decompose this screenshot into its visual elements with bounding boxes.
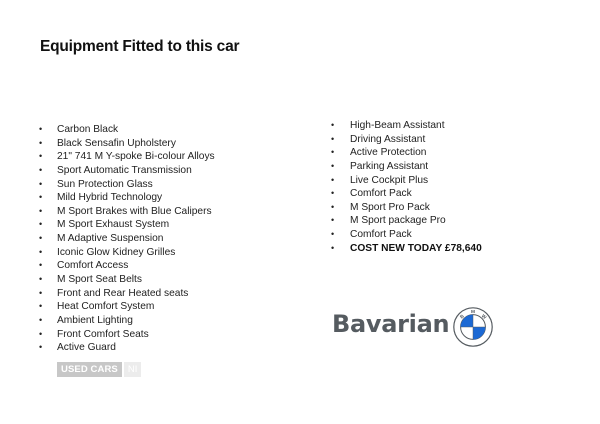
equipment-left-item — [39, 259, 289, 273]
equipment-left-item — [39, 191, 289, 205]
equipment-right-item-label: Live Cockpit Plus — [350, 174, 429, 186]
equipment-right-item — [331, 174, 571, 188]
equipment-left-item-label: Sport Automatic Transmission — [57, 164, 192, 176]
bullet-icon: • — [39, 151, 43, 162]
equipment-left-item — [39, 246, 289, 260]
equipment-left-item-label: Front and Rear Heated seats — [57, 287, 189, 299]
bullet-icon: • — [39, 219, 43, 230]
equipment-left-item-label: Front Comfort Seats — [57, 328, 149, 340]
equipment-right-item-label: Active Protection — [350, 147, 427, 159]
bullet-icon: • — [39, 260, 43, 271]
equipment-left-item-label: M Adaptive Suspension — [57, 233, 164, 245]
bullet-icon: • — [331, 188, 335, 199]
used-cars-badge — [57, 362, 141, 377]
bullet-icon: • — [39, 205, 43, 216]
logo-letter-w: W — [479, 314, 487, 321]
equipment-right-item — [331, 146, 571, 160]
equipment-right-item-label: Comfort Pack — [350, 188, 412, 200]
price-line — [331, 242, 571, 256]
logo-letter-m: M — [471, 310, 475, 315]
equipment-left-item-label: Sun Protection Glass — [57, 178, 153, 190]
price-line-label: COST NEW TODAY £78,640 — [350, 242, 482, 254]
equipment-left-item — [39, 273, 289, 287]
equipment-left-item-label: Heat Comfort System — [57, 301, 155, 313]
equipment-right-item — [331, 187, 571, 201]
bullet-icon: • — [39, 178, 43, 189]
bullet-icon: • — [331, 215, 335, 226]
equipment-left-item — [39, 287, 289, 301]
equipment-list-right — [331, 119, 571, 255]
equipment-right-item — [331, 214, 571, 228]
equipment-left-item — [39, 328, 289, 342]
bullet-icon: • — [39, 164, 43, 175]
equipment-left-item-label: Comfort Access — [57, 260, 129, 272]
equipment-right-item-label: Comfort Pack — [350, 229, 412, 241]
bullet-icon: • — [331, 160, 335, 171]
bullet-icon: • — [39, 137, 43, 148]
equipment-left-item-label: M Sport Brakes with Blue Calipers — [57, 205, 212, 217]
equipment-left-item-label: Ambient Lighting — [57, 314, 133, 326]
bullet-icon: • — [331, 174, 335, 185]
equipment-right-item — [331, 119, 571, 133]
equipment-left-item — [39, 341, 289, 355]
dealer-brand-name: Bavarian — [332, 310, 450, 338]
bullet-icon: • — [39, 328, 43, 339]
bullet-icon: • — [331, 120, 335, 130]
equipment-right-item — [331, 228, 571, 242]
equipment-left-item-label: Carbon Black — [57, 124, 119, 135]
equipment-left-item — [39, 164, 289, 178]
equipment-left-item-label: Mild Hybrid Technology — [57, 192, 163, 204]
bullet-icon: • — [39, 246, 43, 257]
page-title: Equipment Fitted to this car — [40, 38, 240, 55]
equipment-right-item-label: M Sport package Pro — [350, 215, 446, 227]
equipment-left-item — [39, 218, 289, 232]
equipment-right-item-label: M Sport Pro Pack — [350, 201, 430, 213]
equipment-left-item-label: M Sport Seat Belts — [57, 274, 142, 286]
equipment-left-item — [39, 300, 289, 314]
equipment-right-item-label: Parking Assistant — [350, 160, 429, 172]
used-cars-label: USED CARS — [57, 362, 122, 377]
equipment-left-item — [39, 232, 289, 246]
equipment-left-item — [39, 314, 289, 328]
bullet-icon: • — [39, 314, 43, 325]
equipment-left-item-label: Black Sensafin Upholstery — [57, 137, 176, 149]
bullet-icon: • — [331, 242, 335, 253]
equipment-left-item-label: M Sport Exhaust System — [57, 219, 170, 231]
equipment-left-item-label: Iconic Glow Kidney Grilles — [57, 246, 176, 258]
equipment-left-item — [39, 123, 289, 137]
bmw-roundel-logo — [453, 307, 493, 347]
equipment-right-item — [331, 133, 571, 147]
bullet-icon: • — [331, 147, 335, 158]
equipment-left-item — [39, 178, 289, 192]
equipment-left-item — [39, 150, 289, 164]
region-label: NI — [124, 362, 142, 377]
equipment-right-item-label: Driving Assistant — [350, 133, 426, 145]
bullet-icon: • — [331, 133, 335, 144]
equipment-right-item-label: High-Beam Assistant — [350, 120, 445, 131]
bullet-icon: • — [331, 201, 335, 212]
equipment-left-item-label: 21" 741 M Y-spoke Bi-colour Alloys — [57, 151, 215, 163]
bullet-icon: • — [331, 229, 335, 240]
bullet-icon: • — [39, 233, 43, 244]
bullet-icon: • — [39, 124, 43, 134]
equipment-left-item-label: Active Guard — [57, 342, 116, 354]
bullet-icon: • — [39, 192, 43, 203]
bullet-icon: • — [39, 274, 43, 285]
equipment-list-left — [39, 123, 289, 355]
equipment-right-item — [331, 160, 571, 174]
bullet-icon: • — [39, 342, 43, 353]
bullet-icon: • — [39, 301, 43, 312]
bullet-icon: • — [39, 287, 43, 298]
equipment-right-item — [331, 201, 571, 215]
equipment-left-item — [39, 137, 289, 151]
equipment-left-item — [39, 205, 289, 219]
logo-letter-b: B — [459, 314, 466, 321]
